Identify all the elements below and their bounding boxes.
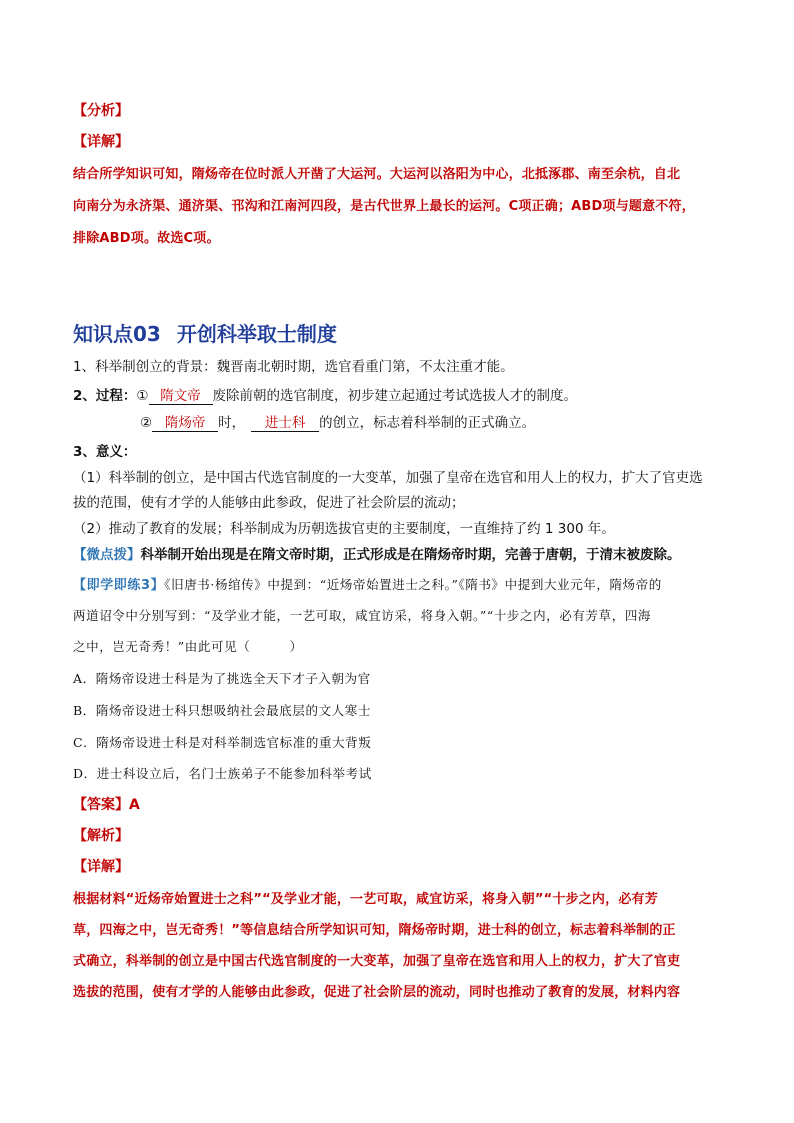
practice-stem-line: 之中，岂无奇秀！”由此可见（ ）: [73, 639, 303, 654]
significance-line: （1）科举制的创立，是中国古代选官制度的一大变革，加强了皇帝在选官和用人上的权力，扩大了官吏选: [73, 470, 703, 486]
detail-line: 结合所学知识可知，隋炀帝在位时派人开凿了大运河。大运河以洛阳为中心，北抵涿郡、南至余杭，自北: [73, 167, 681, 182]
tip-line: [73, 543, 681, 563]
detail-line: 排除ABD项。故选C项。: [73, 231, 220, 246]
detail-line: 向南分为永济渠、通济渠、邗沟和江南河四段，是古代世界上最长的运河。C项正确；ABD项与题意不符，: [73, 199, 695, 214]
tip-tag: 【微点拨】: [73, 547, 141, 563]
process-label: 2、过程：: [73, 388, 137, 404]
knowledge-item-3: 3、意义：: [73, 444, 137, 460]
detail-line: 根据材料“近炀帝始置进士之科”“及学业才能，一艺可取，咸宜访采，将身入朝”“十步之内，必有芳: [73, 892, 658, 907]
tip-text: 科举制开始出现是在隋文帝时期，正式形成是在隋炀帝时期，完善于唐朝，于清末被废除。: [140, 547, 681, 563]
significance-line: （2）推动了教育的发展；科举制成为历朝选拔官吏的主要制度，一直维持了约 1 300 年。: [73, 521, 615, 537]
detail-line: 草，四海之中，岂无奇秀！”等信息结合所学知识可知，隋炀帝时期，进士科的创立，标志着科举制的正: [73, 923, 676, 938]
fill-blank: 隋文帝: [149, 384, 213, 405]
practice-tag: 【即学即练3】: [73, 578, 165, 593]
fill-blank: 进士科: [251, 411, 319, 432]
knowledge-item-2: 2、过程：① 隋文帝 废除前朝的选官制度，初步建立起通过考试选拔人才的制度。: [73, 384, 577, 405]
option-a: A．隋炀帝设进士科是为了挑选全天下才子入朝为官: [73, 671, 371, 686]
significance-line: 拔的范围，使有才学的人能够由此参政，促进了社会阶层的流动；: [73, 495, 465, 511]
section-heading: [73, 318, 337, 347]
section-title: 开创科举取士制度: [176, 322, 337, 346]
option-c: C．隋炀帝设进士科是对科举制选官标准的重大背叛: [73, 735, 372, 750]
fill-blank: 隋炀帝: [152, 411, 218, 432]
answer-line: [73, 794, 140, 814]
knowledge-item-1: 1、科举制创立的背景：魏晋南北朝时期，选官看重门第，不太注重才能。: [73, 359, 514, 375]
answer-value: A: [129, 797, 140, 813]
practice-stem-line: 【即学即练3】《旧唐书·杨绾传》中提到：“近炀帝始置进士之科。”《隋书》中提到大业元年，隋炀帝的: [73, 577, 662, 593]
practice-stem-line: 两道诏令中分别写到：“及学业才能，一艺可取，咸宜访采，将身入朝。”“十步之内，必有芳草，四海: [73, 608, 652, 623]
knowledge-item-2-step-2: ② 隋炀帝 时， 进士科 的创立，标志着科举制的正式确立。: [140, 411, 535, 432]
option-b: B．隋炀帝设进士科只想吸纳社会最底层的文人寒士: [73, 703, 371, 718]
detail-line: 选拔的范围，使有才学的人能够由此参政，促进了社会阶层的流动，同时也推动了教育的发展，材料内容: [73, 985, 681, 1000]
detail-tag: 【详解】: [73, 134, 129, 150]
detail-tag: 【详解】: [73, 859, 129, 875]
section-number: 知识点03: [73, 322, 161, 346]
detail-line: 式确立，科举制的创立是中国古代选官制度的一大变革，加强了皇帝在选官和用人上的权力，扩大了官吏: [73, 954, 681, 969]
analysis-tag: 【解析】: [73, 828, 129, 844]
analysis-tag: 【分析】: [73, 103, 129, 119]
option-d: D．进士科设立后，名门士族弟子不能参加科举考试: [73, 766, 372, 781]
answer-tag: 【答案】: [73, 797, 129, 813]
